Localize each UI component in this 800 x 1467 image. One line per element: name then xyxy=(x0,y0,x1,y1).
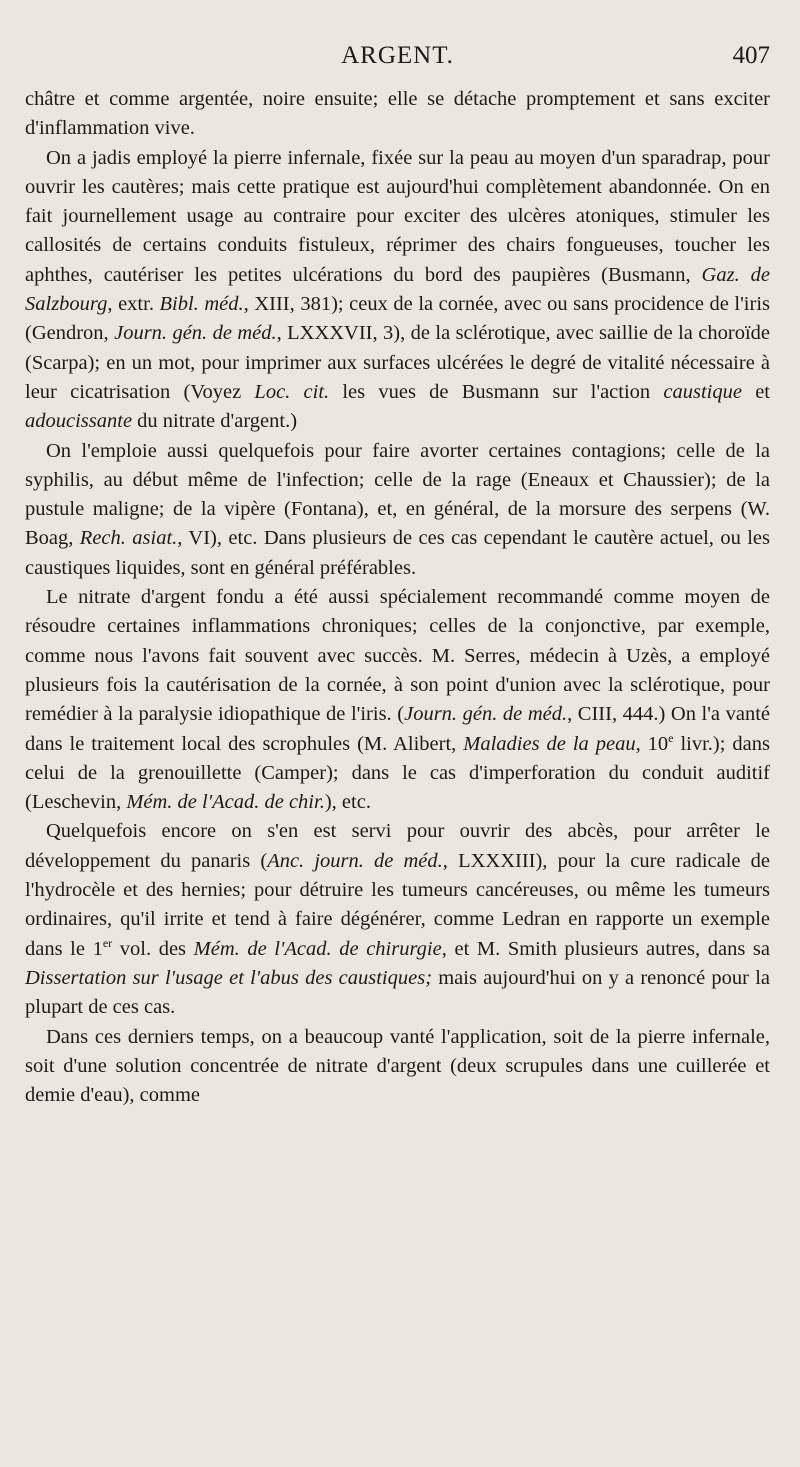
text-run: vol. des xyxy=(112,937,194,960)
superscript: er xyxy=(102,935,113,950)
italic-citation: Anc. journ. de méd. xyxy=(267,849,443,872)
text-run: , extr. xyxy=(107,293,160,316)
page-header xyxy=(25,42,770,76)
paragraph xyxy=(25,817,770,1022)
text-run: du nitrate d'argent.) xyxy=(132,410,298,433)
italic-citation: Mém. de l'Acad. de chirurgie xyxy=(193,937,442,960)
text-run: Quelquefois encore on s'en est servi pour ouvrir des abcès, pour arrêter le développement du panaris ( xyxy=(25,820,770,872)
text-run: livr.); dans celui de la grenouillette (Camper); dans le cas d'imperforation du conduit auditif (Leschevin, xyxy=(25,732,770,814)
text-run: On a jadis employé la pierre infernale, fixée sur la peau au moyen d'un sparadrap, pour ouvrir les cautères; mais cette pratique est aujourd'hui complètement abandonnée. On en fait journellement usage au contraire pour exciter des ulcères atoniques, stimuler les callosités de certains conduits fistuleux, réprimer des chairs fongueuses, toucher les aphthes, cautériser les petites ulcérations du bord des paupières (Busmann, xyxy=(25,146,770,286)
italic-citation: Journ. gén. de méd. xyxy=(114,322,277,345)
text-run: mais aujourd'hui on y a renoncé pour la plupart de ces cas. xyxy=(25,966,771,1019)
text-run: châtre et comme argentée, noire ensuite; elle se détache promptement et sans exciter d'inflammation vive. xyxy=(25,88,770,140)
italic-citation: Loc. cit. xyxy=(254,380,330,403)
paragraph xyxy=(25,437,770,583)
text-run: , et M. Smith plusieurs autres, dans sa xyxy=(441,937,770,960)
text-run: , LXXXVII, 3), de la sclérotique, avec saillie de la choroïde (Scarpa); en un mot, pour imprimer aux surfaces ulcérées le degré de vitalité nécessaire à leur cicatrisation (Voyez xyxy=(25,322,770,403)
italic-citation: Maladies de la peau xyxy=(463,732,636,755)
italic-citation: Gaz. de Salzbourg xyxy=(25,263,770,316)
text-run: et xyxy=(741,380,770,403)
text-run: Le nitrate d'argent fondu a été aussi spécialement recommandé comme moyen de résoudre certaines inflammations chroniques; celles de la conjonctive, par exemple, comme nous l'avons fait souvent avec succès. M. Serres, médecin à Uzès, a employé plusieurs fois la cautérisation de la cornée, à son point d'union avec la sclérotique, pour remédier à la paralysie idiopathique de l'iris. ( xyxy=(25,586,770,726)
italic-citation: Mém. de l'Acad. de chir. xyxy=(126,791,325,814)
text-run: On l'emploie aussi quelquefois pour faire avorter certaines contagions; celle de la syphilis, au début même de l'infection; celle de la rage (Eneaux et Chaussier); de la pustule maligne; de la vipère (Fontana), et, en général, de la morsure des serpens (W. Boag, xyxy=(25,439,770,550)
text-run: , CIII, 444.) On l'a vanté dans le traitement local des scrophules (M. Alibert, xyxy=(25,703,770,755)
text-run: Dans ces derniers temps, on a beaucoup vanté l'application, soit de la pierre infernale, soit d'une solution concentrée de nitrate d'argent (deux scrupules dans une cuillerée et demie d'eau), comme xyxy=(25,1025,770,1107)
italic-citation: caustique xyxy=(663,380,742,403)
italic-citation: Rech. asiat. xyxy=(79,527,178,550)
body-text xyxy=(25,85,770,1110)
italic-citation: Dissertation sur l'usage et l'abus des caustiques; xyxy=(25,966,433,989)
text-run: , LXXXIII), pour la cure radicale de l'hydrocèle et des hernies; pour détruire les tumeurs cancéreuses, ou même les tumeurs ordinaires, qu'il irrite et tend à faire dégénérer, comme Ledran en rapporte un exemple dans le 1 xyxy=(25,849,770,960)
superscript: e xyxy=(668,730,674,745)
italic-citation: Bibl. méd. xyxy=(159,293,244,316)
italic-citation: adoucissante xyxy=(25,410,133,433)
text-run: , VI), etc. Dans plusieurs de ces cas cependant le cautère actuel, ou les caustiques liquides, sont en général préférables. xyxy=(25,527,770,579)
paragraph xyxy=(25,1023,770,1111)
paragraph xyxy=(25,583,770,817)
text-run: les vues de Busmann sur l'action xyxy=(329,380,664,403)
paragraph xyxy=(25,144,770,437)
text-run: ), etc. xyxy=(324,791,371,814)
text-run: , XIII, 381); ceux de la cornée, avec ou sans procidence de l'iris (Gendron, xyxy=(25,293,770,345)
paragraph xyxy=(25,85,770,144)
italic-citation: Journ. gén. de méd. xyxy=(404,703,568,726)
page-number: 407 xyxy=(732,42,770,69)
text-run: , 10 xyxy=(635,732,669,755)
running-title: ARGENT. xyxy=(341,42,454,69)
